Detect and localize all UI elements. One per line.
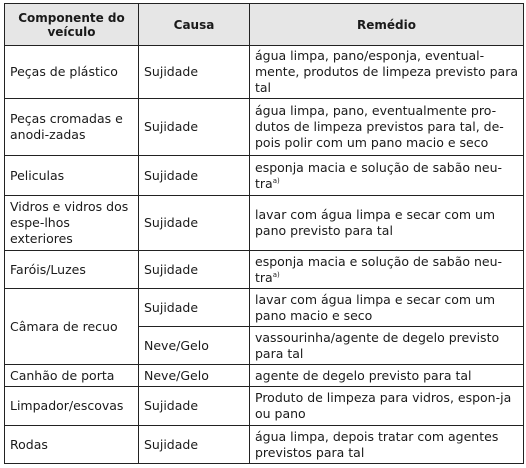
vehicle-care-table	[4, 3, 524, 464]
cell-remedy: Produto de limpeza para vidros, espon-ja ou pano	[250, 387, 524, 426]
cell-component: Peliculas	[5, 156, 139, 196]
cell-remedy: lavar com água limpa e secar com um pano previsto para tal	[250, 196, 524, 251]
cell-cause: Sujidade	[139, 156, 250, 196]
cell-cause: Sujidade	[139, 387, 250, 426]
cell-component: Peças cromadas e anodi-zadas	[5, 99, 139, 156]
table-row	[5, 426, 524, 464]
cell-remedy: água limpa, pano, eventualmente pro-dutos de limpeza previstos para tal, de-pois polir com um pano macio e seco	[250, 99, 524, 156]
footnote-marker: a)	[272, 176, 280, 185]
cell-remedy: agente de degelo previsto para tal	[250, 365, 524, 387]
cell-remedy: água limpa, pano/esponja, eventual-mente, produtos de limpeza previsto para tal	[250, 46, 524, 99]
table-row	[5, 156, 524, 196]
table-row	[5, 46, 524, 99]
header-component: Componente do veículo	[5, 4, 139, 46]
cell-remedy	[250, 251, 524, 289]
remedy-text: esponja macia e solução de sabão neu-tra	[255, 253, 503, 285]
header-cause: Causa	[139, 4, 250, 46]
header-row	[5, 4, 524, 46]
header-remedy: Remédio	[250, 4, 524, 46]
cell-cause: Neve/Gelo	[139, 327, 250, 365]
cell-component: Canhão de porta	[5, 365, 139, 387]
cell-remedy: vassourinha/agente de degelo previsto para tal	[250, 327, 524, 365]
cell-remedy: água limpa, depois tratar com agentes previstos para tal	[250, 426, 524, 464]
table-row	[5, 99, 524, 156]
cell-component: Rodas	[5, 426, 139, 464]
cell-cause: Sujidade	[139, 251, 250, 289]
cell-component: Faróis/Luzes	[5, 251, 139, 289]
cell-remedy	[250, 156, 524, 196]
table-header	[5, 4, 524, 46]
cell-component: Limpador/escovas	[5, 387, 139, 426]
table-row	[5, 196, 524, 251]
table-row	[5, 289, 524, 327]
footnote-marker: a)	[272, 270, 280, 279]
cell-cause: Sujidade	[139, 46, 250, 99]
cell-cause: Sujidade	[139, 426, 250, 464]
remedy-text: esponja macia e solução de sabão neu-tra	[255, 159, 503, 191]
table-body	[5, 46, 524, 464]
cell-cause: Sujidade	[139, 289, 250, 327]
cell-component: Câmara de recuo	[5, 289, 139, 365]
cell-component: Peças de plástico	[5, 46, 139, 99]
table-row	[5, 387, 524, 426]
cell-remedy: lavar com água limpa e secar com um pano macio e seco	[250, 289, 524, 327]
table-row	[5, 251, 524, 289]
cell-cause: Neve/Gelo	[139, 365, 250, 387]
cell-component: Vidros e vidros dos espe-lhos exteriores	[5, 196, 139, 251]
cell-cause: Sujidade	[139, 196, 250, 251]
table-row	[5, 365, 524, 387]
cell-cause: Sujidade	[139, 99, 250, 156]
